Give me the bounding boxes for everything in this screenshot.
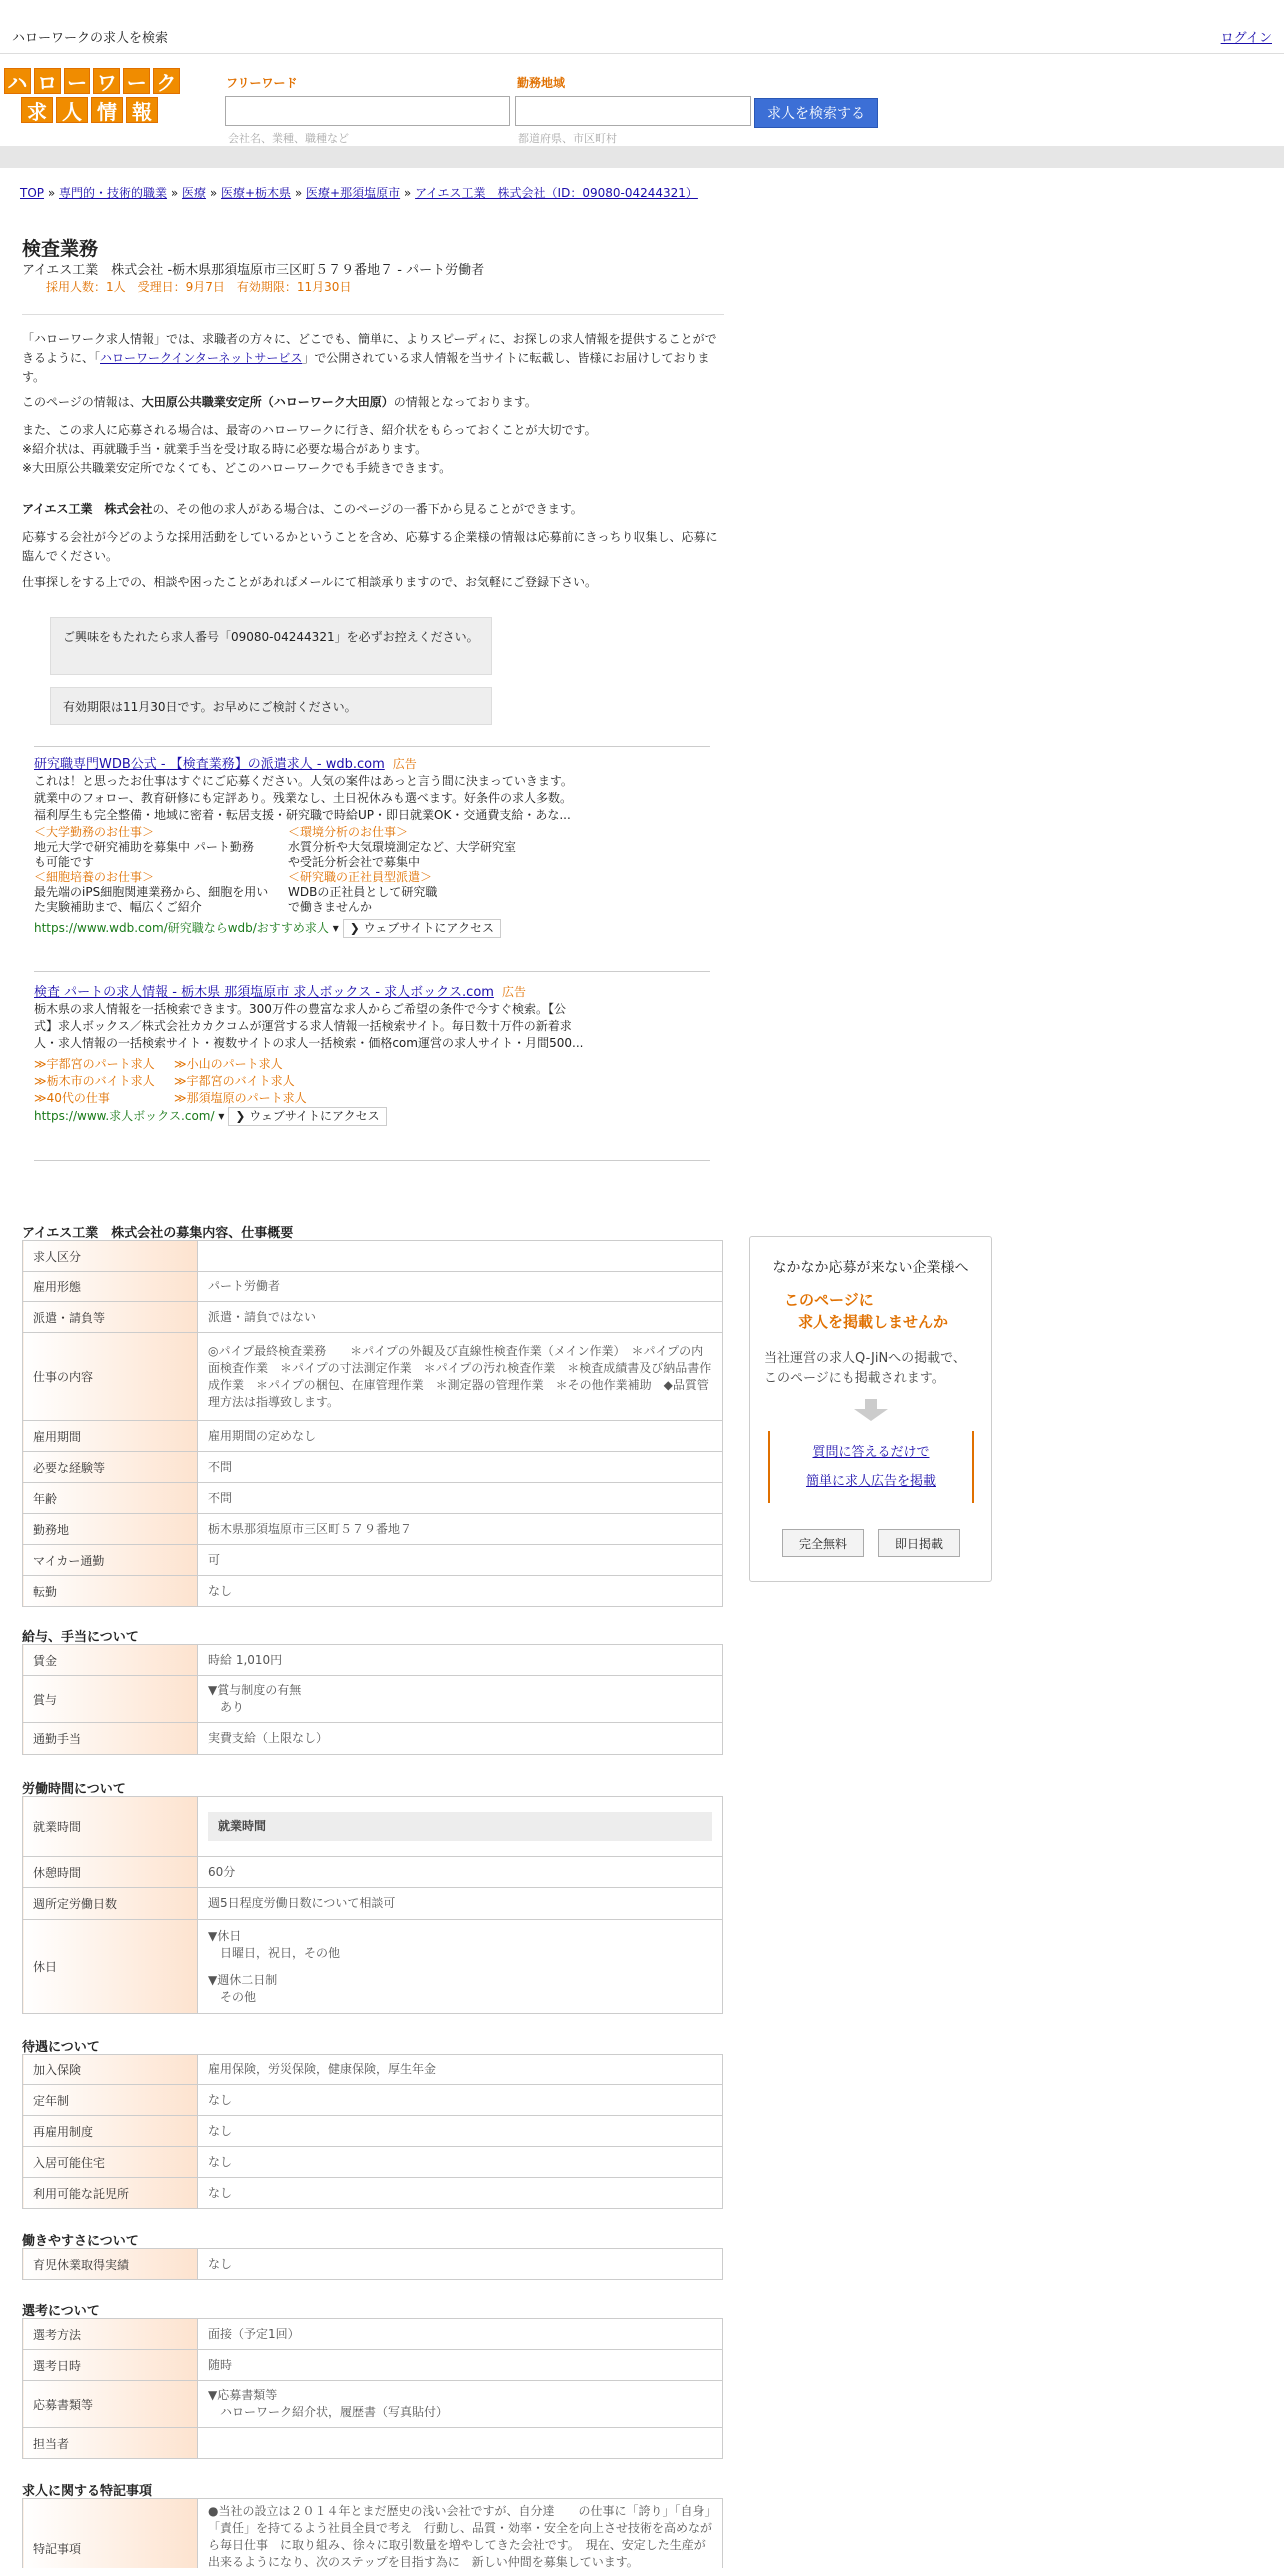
same-day-button[interactable]: 即日掲載 bbox=[878, 1529, 960, 1557]
expiry-note: 有効期限は11月30日です。お早めにご検討ください。 bbox=[50, 687, 492, 725]
row-value: 随時 bbox=[198, 2350, 723, 2381]
table-row bbox=[23, 1514, 723, 1545]
row-key: 休憩時間 bbox=[23, 1857, 198, 1888]
divider bbox=[34, 1160, 710, 1161]
logo-char: ー bbox=[123, 68, 150, 94]
table-row bbox=[23, 2428, 723, 2459]
table-row bbox=[23, 1302, 723, 1333]
logo-char: 報 bbox=[126, 97, 158, 123]
logo-char: 求 bbox=[21, 97, 53, 123]
row-value: なし bbox=[198, 2147, 723, 2178]
login-link[interactable]: ログイン bbox=[1220, 31, 1272, 46]
row-value: パート労働者 bbox=[198, 1272, 723, 1302]
free-button[interactable]: 完全無料 bbox=[782, 1529, 864, 1557]
sitelink-desc: 地元大学で研究補助を募集中 パート勤務も可能です bbox=[34, 840, 254, 869]
site-title: ハローワークの求人を検索 bbox=[12, 31, 169, 46]
breadcrumb-category[interactable]: 専門的・技術的職業 bbox=[59, 186, 168, 200]
promo-link-2[interactable]: 簡単に求人広告を掲載 bbox=[805, 1474, 936, 1489]
row-value bbox=[198, 1797, 723, 1857]
intro-text: 「ハローワーク求人情報」では、求職者の方々に、どこでも、簡単に、よりスピーディに、お探しの求人情報を提供することができるように、「 bbox=[22, 332, 717, 365]
holiday-value: 日曜日，祝日，その他 bbox=[220, 1945, 341, 1960]
table-row bbox=[23, 1452, 723, 1483]
salary-table bbox=[22, 1644, 723, 1755]
row-value: なし bbox=[198, 2249, 723, 2280]
row-value: 実費支給（上限なし） bbox=[198, 1723, 723, 1755]
section-title-welfare: 待遇について bbox=[22, 2040, 100, 2055]
bonus-value: あり bbox=[220, 1700, 245, 1714]
row-value: 時給 1,010円 bbox=[198, 1645, 723, 1676]
sitelink-heading[interactable]: ＜環境分析のお仕事＞ bbox=[288, 825, 409, 839]
ad-link[interactable]: ≫40代の仕事 bbox=[34, 1091, 110, 1105]
intro-text: 」で公開されている求人情報を当サイトに転載し、皆様にお届けしております。 bbox=[22, 351, 710, 384]
table-row bbox=[23, 2381, 723, 2428]
table-row bbox=[23, 2085, 723, 2116]
row-value bbox=[198, 1920, 723, 2014]
ad-sitelink[interactable] bbox=[288, 870, 542, 915]
row-key: 通勤手当 bbox=[23, 1723, 198, 1755]
ad-link[interactable]: ≫宇都宮のバイト求人 bbox=[174, 1074, 295, 1088]
top-bar bbox=[0, 0, 1284, 54]
row-value: 可 bbox=[198, 1545, 723, 1576]
table-row bbox=[23, 1797, 723, 1857]
row-value: なし bbox=[198, 2178, 723, 2209]
promo-text-line: このページにも掲載されます。 bbox=[764, 1371, 945, 1386]
job-meta: 採用人数：1人 受理日：9月7日 有効期限：11月30日 bbox=[46, 280, 352, 294]
table-row bbox=[23, 2319, 723, 2350]
breadcrumb-company[interactable]: アイエス工業 株式会社（ID：09080-04244321） bbox=[415, 186, 698, 200]
row-key: 定年制 bbox=[23, 2085, 198, 2116]
promo-box bbox=[749, 1236, 992, 1582]
table-row bbox=[23, 2249, 723, 2280]
ad-url[interactable]: https://www.wdb.com/研究職ならwdb/おすすめ求人 bbox=[34, 921, 329, 935]
sitelink-heading[interactable]: ＜研究職の正社員型派遣＞ bbox=[288, 870, 433, 884]
hellowork-internet-link[interactable]: ハローワークインターネットサービス bbox=[100, 351, 303, 365]
logo-char: ハ bbox=[4, 68, 31, 94]
intro-paragraph-3 bbox=[22, 421, 722, 478]
row-key: 必要な経験等 bbox=[23, 1452, 198, 1483]
row-value: 雇用期間の定めなし bbox=[198, 1421, 723, 1452]
dropdown-icon[interactable]: ▾ bbox=[332, 921, 339, 935]
ad-link[interactable]: ≫栃木市のバイト求人 bbox=[34, 1074, 155, 1088]
ad-desc-line: 栃木県の求人情報を一括検索できます。300万件の豊富な求人からご希望の条件で今すぐ検索。【公 bbox=[34, 1002, 566, 1016]
row-value: 栃木県那須塩原市三区町５７９番地７ bbox=[198, 1514, 723, 1545]
row-value: 雇用保険，労災保険，健康保険，厚生年金 bbox=[198, 2055, 723, 2085]
logo-char: 人 bbox=[56, 97, 88, 123]
special-table bbox=[22, 2498, 723, 2568]
logo-char: ー bbox=[64, 68, 91, 94]
section-title-selection: 選考について bbox=[22, 2304, 100, 2319]
divider bbox=[34, 746, 710, 747]
visit-website-button[interactable] bbox=[343, 919, 501, 938]
row-key: 選考日時 bbox=[23, 2350, 198, 2381]
ad-desc-line: 式】求人ボックス／株式会社カカクコムが運営する求人情報一括検索サイト。毎日数十万件の新着求 bbox=[34, 1019, 572, 1033]
row-value: 不問 bbox=[198, 1452, 723, 1483]
table-row bbox=[23, 1241, 723, 1272]
table-row bbox=[23, 1723, 723, 1755]
freeword-label: フリーワード bbox=[226, 76, 298, 90]
intro-text: ※大田原公共職業安定所でなくても、どこのハローワークでも手続きできます。 bbox=[22, 461, 452, 475]
row-key: 賃金 bbox=[23, 1645, 198, 1676]
ad-link[interactable]: ≫小山のパート求人 bbox=[174, 1057, 283, 1071]
ad-desc-line: 福利厚生も完全整備・地域に密着・転居支援・研究職で時給UP・即日就業OK・交通費支給・あな... bbox=[34, 808, 571, 822]
table-row bbox=[23, 2350, 723, 2381]
intro-text: の情報となっております。 bbox=[393, 395, 537, 409]
visit-label: ウェブサイトにアクセス bbox=[249, 1109, 380, 1123]
row-key: 勤務地 bbox=[23, 1514, 198, 1545]
row-key: 就業時間 bbox=[23, 1797, 198, 1857]
ad-block-2 bbox=[34, 984, 654, 1126]
promo-links bbox=[768, 1431, 974, 1503]
table-row bbox=[23, 1545, 723, 1576]
work-hours-subheader: 就業時間 bbox=[208, 1812, 712, 1841]
area-hint: 都道府県、市区町村 bbox=[518, 132, 617, 145]
row-value: 不問 bbox=[198, 1483, 723, 1514]
intro-text: また、この求人に応募される場合は、最寄のハローワークに行き、紹介状をもらっておくことが大切です。 bbox=[22, 423, 597, 437]
table-row bbox=[23, 1333, 723, 1421]
table-row bbox=[23, 1272, 723, 1302]
row-key: 年齢 bbox=[23, 1483, 198, 1514]
arrow-down-icon bbox=[854, 1399, 888, 1421]
office-name: 大田原公共職業安定所（ハローワーク大田原） bbox=[141, 395, 394, 409]
promo-text bbox=[764, 1349, 966, 1389]
ad-desc-line: 人・求人情報の一括検索サイト・複数サイトの求人一括検索・価格com運営の求人サイト・月間500... bbox=[34, 1036, 584, 1050]
table-row bbox=[23, 2178, 723, 2209]
row-value: 派遣・請負ではない bbox=[198, 1302, 723, 1333]
selection-table bbox=[22, 2318, 723, 2459]
weekly-off-value: その他 bbox=[220, 1989, 257, 2004]
ad-desc-line: これは！と思ったお仕事はすぐにご応募ください。人気の案件はあっと言う間に決まっていきます。 bbox=[34, 774, 573, 788]
sitelink-desc: 最先端のiPS細胞関連業務から、細胞を用いた実験補助まで、幅広くご紹介 bbox=[34, 885, 269, 914]
breadcrumb: TOP » 専門的・技術的職業 » 医療 » 医療+栃木県 » 医療+那須塩原市 » アイエス工業 株式会社（ID：09080-04244321） bbox=[20, 186, 698, 200]
ad-sitelink[interactable] bbox=[288, 825, 542, 870]
row-key: 賞与 bbox=[23, 1676, 198, 1723]
search-button[interactable]: 求人を検索する bbox=[754, 98, 878, 128]
freeword-hint: 会社名、業種、職種など bbox=[228, 132, 349, 145]
ad-block-1 bbox=[34, 756, 654, 938]
row-key: 応募書類等 bbox=[23, 2381, 198, 2428]
section-title-special: 求人に関する特記事項 bbox=[22, 2484, 153, 2499]
row-key: 週所定労働日数 bbox=[23, 1888, 198, 1920]
visit-label: ウェブサイトにアクセス bbox=[363, 921, 494, 935]
logo-char: ワ bbox=[93, 68, 120, 94]
section-title-ease: 働きやすさについて bbox=[22, 2234, 139, 2249]
table-row bbox=[23, 1676, 723, 1723]
table-row bbox=[23, 1483, 723, 1514]
ad-link[interactable]: ≫宇都宮のパート求人 bbox=[34, 1057, 155, 1071]
row-key: 雇用期間 bbox=[23, 1421, 198, 1452]
sitelink-heading[interactable]: ＜大学勤務のお仕事＞ bbox=[34, 825, 155, 839]
breadcrumb-prefecture[interactable]: 医療+栃木県 bbox=[221, 186, 292, 200]
logo[interactable] bbox=[4, 68, 180, 124]
area-input[interactable] bbox=[515, 96, 751, 126]
row-key: 加入保険 bbox=[23, 2055, 198, 2085]
row-key: 仕事の内容 bbox=[23, 1333, 198, 1421]
row-value: 面接（予定1回） bbox=[198, 2319, 723, 2350]
logo-char: ロ bbox=[34, 68, 61, 94]
hours-table bbox=[22, 1796, 723, 2014]
table-row bbox=[23, 1576, 723, 1607]
divider bbox=[22, 314, 724, 315]
row-value bbox=[198, 2428, 723, 2459]
row-key: 求人区分 bbox=[23, 1241, 198, 1272]
row-key: 休日 bbox=[23, 1920, 198, 2014]
ad-url[interactable]: https://www.求人ボックス.com/ bbox=[34, 1109, 215, 1123]
promo-link-1[interactable]: 質問に答えるだけで bbox=[812, 1445, 930, 1460]
row-key: マイカー通勤 bbox=[23, 1545, 198, 1576]
promo-text-line: 当社運営の求人Q-JiNへの掲載で、 bbox=[764, 1351, 966, 1366]
ad-tag: 広告 bbox=[392, 757, 417, 771]
bonus-label: ▼賞与制度の有無 bbox=[208, 1683, 302, 1697]
area-label: 勤務地域 bbox=[517, 76, 566, 90]
intro-paragraph-6: 仕事探しをする上での、相談や困ったことがあればメールにて相談承りますので、お気軽にご登録下さい。 bbox=[22, 575, 598, 589]
row-key: 特記事項 bbox=[23, 2499, 198, 2568]
breadcrumb-city[interactable]: 医療+那須塩原市 bbox=[306, 186, 401, 200]
row-value bbox=[198, 2381, 723, 2428]
row-value: なし bbox=[198, 2085, 723, 2116]
holiday-label: ▼休日 bbox=[208, 1928, 242, 1943]
intro-paragraph-4 bbox=[22, 500, 722, 519]
table-row bbox=[23, 2499, 723, 2568]
row-value: なし bbox=[198, 2116, 723, 2147]
row-key: 雇用形態 bbox=[23, 1272, 198, 1302]
intro-text: このページの情報は、 bbox=[22, 395, 142, 409]
header-divider bbox=[0, 146, 1284, 168]
intro-paragraph-5: 応募する会社が今どのような採用活動をしているかということを含め、応募する企業様の情報は応募前にきっちり収集し、応募に臨んでください。 bbox=[22, 530, 718, 563]
table-row bbox=[23, 2147, 723, 2178]
row-key: 転勤 bbox=[23, 1576, 198, 1607]
table-row bbox=[23, 2116, 723, 2147]
intro-paragraph-1 bbox=[22, 330, 722, 387]
section-title-overview: アイエス工業 株式会社の募集内容、仕事概要 bbox=[22, 1226, 294, 1241]
row-value bbox=[198, 1241, 723, 1272]
overview-table bbox=[22, 1240, 723, 1607]
table-row bbox=[23, 1857, 723, 1888]
ad-link[interactable]: ≫那須塩原のパート求人 bbox=[174, 1091, 307, 1105]
chevron-right-icon: ❯ bbox=[235, 1109, 246, 1123]
sitelink-desc: WDBの正社員として研究職で働きませんか bbox=[288, 885, 438, 914]
weekly-off-label: ▼週休二日制 bbox=[208, 1972, 278, 1987]
row-key: 派遣・請負等 bbox=[23, 1302, 198, 1333]
breadcrumb-medical[interactable]: 医療 bbox=[182, 186, 207, 200]
table-row bbox=[23, 1421, 723, 1452]
row-key: 利用可能な託児所 bbox=[23, 2178, 198, 2209]
ad-sitelink[interactable] bbox=[34, 825, 288, 870]
freeword-input[interactable] bbox=[225, 96, 510, 126]
divider bbox=[34, 971, 710, 972]
ad-title-link[interactable]: 検査 パートの求人情報 - 栃木県 那須塩原市 求人ボックス - 求人ボックス.com bbox=[34, 985, 494, 1000]
logo-char: 情 bbox=[91, 97, 123, 123]
section-title-salary: 給与、手当について bbox=[22, 1630, 139, 1645]
row-key: 育児休業取得実績 bbox=[23, 2249, 198, 2280]
row-value: 60分 bbox=[198, 1857, 723, 1888]
logo-char: ク bbox=[153, 68, 180, 94]
breadcrumb-top[interactable]: TOP bbox=[20, 186, 45, 200]
job-subtitle: アイエス工業 株式会社 -栃木県那須塩原市三区町５７９番地７ - パート労働者 bbox=[22, 263, 485, 278]
ad-tag: 広告 bbox=[501, 985, 526, 999]
ad-sitelink[interactable] bbox=[34, 870, 288, 915]
sitelink-heading[interactable]: ＜細胞培養のお仕事＞ bbox=[34, 870, 155, 884]
row-value bbox=[198, 1676, 723, 1723]
promo-orange-2: 求人を掲載しませんか bbox=[798, 1313, 949, 1331]
row-value: ●当社の設立は２０１４年とまだ歴史の浅い会社ですが、自分達 の仕事に「誇り」「自身」「責任」を持てるよう社員全員で考え 行動し、品質・効率・安全を向上させ技術を高めながら毎日仕事 に取り組み、徐々に取引数量を増やしてきた会社です。 現在、安定した生産が出来るようになり、次のステップを目指す為に 新しい仲間を募集しています。 bbox=[198, 2499, 723, 2568]
table-row bbox=[23, 1920, 723, 2014]
header bbox=[0, 54, 1284, 146]
chevron-right-icon: ❯ bbox=[349, 921, 360, 935]
section-title-hours: 労働時間について bbox=[22, 1782, 126, 1797]
row-key: 担当者 bbox=[23, 2428, 198, 2459]
company-name: アイエス工業 株式会社 bbox=[22, 502, 153, 516]
row-key: 再雇用制度 bbox=[23, 2116, 198, 2147]
welfare-table bbox=[22, 2054, 723, 2209]
promo-heading: なかなか応募が来ない企業様へ bbox=[772, 1260, 969, 1276]
promo-orange-1: このページに bbox=[784, 1291, 874, 1309]
table-row bbox=[23, 1645, 723, 1676]
ad-desc-line: 就業中のフォロー、教育研修にも定評あり。残業なし、土日祝休みも選べます。好条件の求人多数。 bbox=[34, 791, 572, 805]
row-key: 入居可能住宅 bbox=[23, 2147, 198, 2178]
sitelink-desc: 水質分析や大気環境測定など、大学研究室や受託分析会社で募集中 bbox=[288, 840, 517, 869]
dropdown-icon[interactable]: ▾ bbox=[218, 1109, 225, 1123]
row-value: 週5日程度労働日数について相談可 bbox=[198, 1888, 723, 1920]
row-value: なし bbox=[198, 1576, 723, 1607]
documents-label: ▼応募書類等 bbox=[208, 2388, 278, 2402]
intro-text: の、その他の求人がある場合は、このページの一番下から見ることができます。 bbox=[152, 502, 583, 516]
ad-title-link[interactable]: 研究職専門WDB公式 - 【検査業務】の派遣求人 - wdb.com bbox=[34, 757, 385, 772]
table-row bbox=[23, 2055, 723, 2085]
visit-website-button[interactable] bbox=[228, 1107, 386, 1126]
job-title: 検査業務 bbox=[22, 238, 99, 260]
intro-paragraph-2 bbox=[22, 393, 722, 412]
row-key: 選考方法 bbox=[23, 2319, 198, 2350]
intro-text: ※紹介状は、再就職手当・就業手当を受け取る時に必要な場合があります。 bbox=[22, 442, 428, 456]
documents-value: ハローワーク紹介状，履歴書（写真貼付） bbox=[220, 2405, 449, 2419]
job-number-note: ご興味をもたれたら求人番号「09080-04244321」を必ずお控えください。 bbox=[50, 617, 492, 675]
ease-table bbox=[22, 2248, 723, 2280]
row-value: ◎パイプ最終検査業務 ＊パイプの外観及び直線性検査作業（メイン作業） ＊パイプの内面検査作業 ＊パイプの寸法測定作業 ＊パイプの汚れ検査作業 ＊検査成績書及び納品書作成作業 ＊パイプの梱包、在庫管理作業 ＊測定器の管理作業 ＊その他作業補助 ◆品質管理方法は指導致します。 bbox=[198, 1333, 723, 1421]
table-row bbox=[23, 1888, 723, 1920]
